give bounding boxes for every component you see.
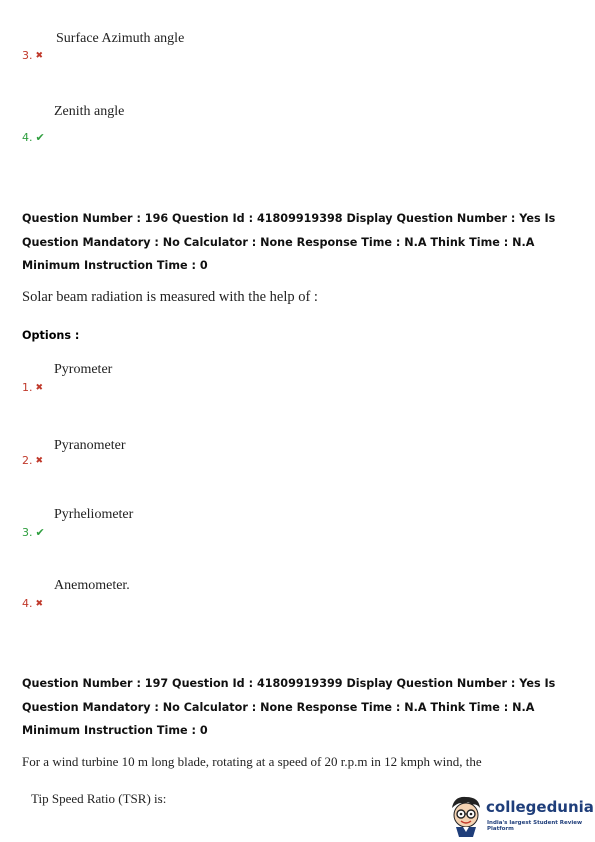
options-label: Options :	[22, 329, 80, 342]
option-number	[22, 597, 43, 610]
option-text: Surface Azimuth angle	[56, 31, 185, 46]
correct-check-icon: ✔	[35, 526, 45, 539]
wrong-mark-icon: ✖	[35, 598, 44, 609]
logo-tagline: India's largest Student Review Platform	[487, 820, 583, 832]
option-text: Pyrheliometer	[54, 507, 134, 522]
question-meta: Question Number : 197 Question Id : 41809919399 Display Question Number : Yes Is Question Mandatory : No Calculator : None Response Time : N.A Think Time : N.A Minimum Instruction Time : 0	[22, 677, 556, 737]
option-text: Pyranometer	[54, 438, 126, 453]
wrong-mark-icon: ✖	[35, 382, 44, 393]
option-number-label: 3.	[22, 49, 33, 62]
option-number	[22, 526, 45, 539]
question-text: Solar beam radiation is measured with the help of :	[22, 289, 318, 305]
collegedunia-logo	[446, 794, 594, 838]
wrong-mark-icon: ✖	[35, 50, 44, 61]
option-number-label: 4.	[22, 597, 33, 610]
option-text: Pyrometer	[54, 362, 113, 377]
wrong-mark-icon: ✖	[35, 455, 44, 466]
option-number	[22, 131, 45, 144]
option-text: Anemometer.	[54, 578, 130, 593]
question-text-line2: Tip Speed Ratio (TSR) is:	[31, 791, 167, 806]
option-number-label: 1.	[22, 381, 33, 394]
question-text: For a wind turbine 10 m long blade, rotating at a speed of 20 r.p.m in 12 kmph wind, the	[22, 754, 482, 769]
option-number-label: 2.	[22, 454, 33, 467]
option-number	[22, 454, 43, 467]
logo-brand-text: collegedunia	[486, 798, 594, 816]
option-number-label: 3.	[22, 526, 33, 539]
question-meta: Question Number : 196 Question Id : 41809919398 Display Question Number : Yes Is Question Mandatory : No Calculator : None Response Time : N.A Think Time : N.A Minimum Instruction Time : 0	[22, 212, 556, 272]
option-number	[22, 49, 43, 62]
correct-check-icon: ✔	[35, 131, 45, 144]
option-text: Zenith angle	[54, 104, 125, 119]
mascot-icon	[446, 794, 486, 838]
option-number-label: 4.	[22, 131, 33, 144]
option-number	[22, 381, 43, 394]
